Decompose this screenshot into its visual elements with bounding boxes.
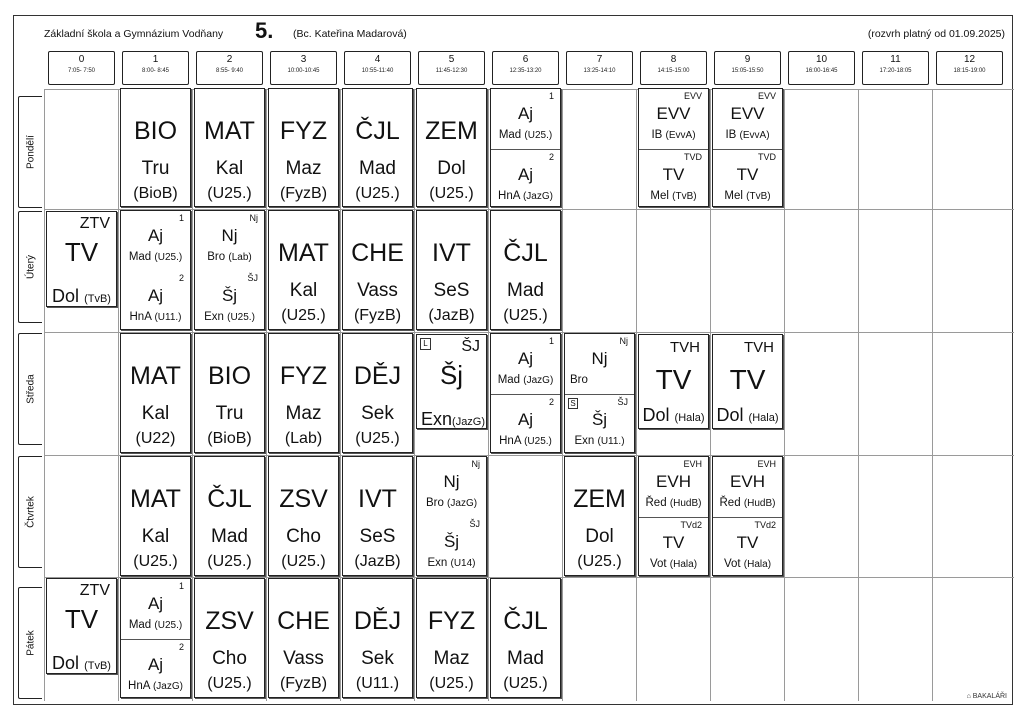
period-header: 9 15:05-15:50: [714, 51, 781, 85]
split-lesson-cell[interactable]: [564, 333, 635, 453]
group-lesson[interactable]: Nj Nj Bro (JazG): [425, 459, 480, 509]
lesson-cell[interactable]: TVH TV Dol (Hala): [712, 334, 783, 429]
split-lesson-cell[interactable]: [638, 456, 709, 576]
split-lesson-cell[interactable]: [712, 88, 783, 207]
lesson-cell[interactable]: ZEM Dol (U25.): [416, 88, 487, 207]
lesson-cell[interactable]: ZEM Dol (U25.): [564, 456, 635, 576]
split-lesson-cell[interactable]: [194, 210, 265, 330]
lesson-cell[interactable]: BIO Tru (BioB): [120, 88, 191, 207]
lesson-cell[interactable]: L ŠJ Šj Exn(JazG): [416, 334, 487, 429]
grid-line: [118, 89, 119, 701]
grid-line: [266, 89, 267, 701]
group-lesson[interactable]: 2 Aj HnA (U25.): [491, 394, 560, 453]
group-lesson[interactable]: EVH EVH Řed (HudB): [645, 459, 702, 509]
class-teacher: (Bc. Kateřina Madarová): [293, 28, 407, 40]
house-icon: ⌂: [966, 693, 971, 700]
grid-line: [784, 89, 785, 701]
period-header: 5 11:45-12:30: [418, 51, 485, 85]
split-lesson-cell[interactable]: [120, 210, 191, 330]
lesson-cell[interactable]: DĚJ Sek (U11.): [342, 578, 413, 698]
lesson-cell[interactable]: IVT SeS (JazB): [342, 456, 413, 576]
group-lesson[interactable]: TVd2 TV Vot (Hala): [639, 517, 708, 576]
school-name: Základní škola a Gymnázium Vodňany: [44, 28, 224, 40]
lesson-flag: S: [568, 398, 578, 409]
lesson-cell[interactable]: MAT Kal (U22): [120, 333, 191, 453]
period-header: 1 8:00- 8:45: [122, 51, 189, 85]
group-lesson[interactable]: S ŠJ Šj Exn (U11.): [565, 394, 634, 453]
group-lesson[interactable]: Nj Nj Bro (Lab): [207, 213, 258, 263]
lesson-cell[interactable]: ZSV Cho (U25.): [268, 456, 339, 576]
group-lesson[interactable]: 1 Aj Mad (U25.): [128, 581, 184, 631]
group-lesson[interactable]: 1 Aj Mad (U25.): [128, 213, 184, 263]
split-lesson-cell[interactable]: [120, 578, 191, 698]
group-lesson[interactable]: 2 Aj HnA (U11.): [129, 273, 184, 323]
grid-line: [488, 89, 489, 701]
period-header: 3 10:00-10:45: [270, 51, 337, 85]
day-label: Úterý: [18, 211, 42, 323]
grid-line: [932, 89, 933, 701]
grid-line: [710, 89, 711, 701]
group-lesson[interactable]: ŠJ Šj Exn (U14): [427, 519, 480, 569]
lesson-cell[interactable]: FYZ Maz (Lab): [268, 333, 339, 453]
lesson-flag: L: [420, 338, 431, 350]
split-lesson-cell[interactable]: [712, 456, 783, 576]
grid-line: [858, 89, 859, 701]
group-lesson[interactable]: EVV EVV IB (EvvA): [651, 91, 702, 141]
grid-line: [562, 89, 563, 701]
grid-line: [44, 89, 45, 701]
grid-line: [192, 89, 193, 701]
split-lesson-cell[interactable]: [490, 88, 561, 207]
lesson-cell[interactable]: IVT SeS (JazB): [416, 210, 487, 330]
lesson-cell[interactable]: CHE Vass (FyzB): [268, 578, 339, 698]
group-lesson[interactable]: ŠJ Šj Exn (U25.): [204, 273, 258, 323]
period-header: 8 14:15-15:00: [640, 51, 707, 85]
class-name: 5.: [255, 18, 274, 43]
bakalari-logo: ⌂ BAKALÁŘI: [966, 693, 1007, 700]
lesson-cell[interactable]: ZTV TV Dol (TvB): [46, 211, 117, 307]
day-label: Čtvrtek: [18, 456, 42, 568]
split-lesson-cell[interactable]: [416, 456, 487, 576]
group-lesson[interactable]: EVH EVH Řed (HudB): [719, 459, 776, 509]
lesson-cell[interactable]: DĚJ Sek (U25.): [342, 333, 413, 453]
group-lesson[interactable]: 2 Aj HnA (JazG): [121, 639, 190, 698]
lesson-cell[interactable]: ZTV TV Dol (TvB): [46, 578, 117, 674]
lesson-cell[interactable]: TVH TV Dol (Hala): [638, 334, 709, 429]
lesson-cell[interactable]: FYZ Maz (U25.): [416, 578, 487, 698]
group-lesson[interactable]: TVd2 TV Vot (Hala): [713, 517, 782, 576]
lesson-cell[interactable]: MAT Kal (U25.): [194, 88, 265, 207]
period-header: 0 7:05- 7:50: [48, 51, 115, 85]
group-lesson[interactable]: 1 Aj Mad (U25.): [498, 91, 554, 141]
lesson-cell[interactable]: ČJL Mad (U25.): [490, 210, 561, 330]
valid-from: (rozvrh platný od 01.09.2025): [867, 28, 1005, 40]
day-label: Středa: [18, 333, 42, 445]
period-header: 12 18:15-19:00: [936, 51, 1003, 85]
lesson-cell[interactable]: FYZ Maz (FyzB): [268, 88, 339, 207]
period-header: 11 17:20-18:05: [862, 51, 929, 85]
grid-line: [636, 89, 637, 701]
group-lesson[interactable]: 2 Aj HnA (JazG): [491, 149, 560, 207]
grid-line: [340, 89, 341, 701]
period-header: 6 12:35-13:20: [492, 51, 559, 85]
lesson-cell[interactable]: ČJL Mad (U25.): [194, 456, 265, 576]
split-lesson-cell[interactable]: [490, 333, 561, 453]
lesson-cell[interactable]: BIO Tru (BioB): [194, 333, 265, 453]
grid-line: [414, 89, 415, 701]
period-header: 4 10:55-11:40: [344, 51, 411, 85]
group-lesson[interactable]: 1 Aj Mad (JazG): [497, 336, 554, 386]
group-lesson[interactable]: EVV EVV IB (EvvA): [725, 91, 776, 141]
group-lesson[interactable]: TVD TV Mel (TvB): [713, 149, 782, 207]
day-label: Pátek: [18, 587, 42, 699]
day-label: Pondělí: [18, 96, 42, 208]
period-header: 10 16:00-16:45: [788, 51, 855, 85]
group-lesson[interactable]: Nj Nj Bro: [570, 336, 628, 386]
lesson-cell[interactable]: ZSV Cho (U25.): [194, 578, 265, 698]
timetable-sheet: [13, 15, 1013, 705]
period-header: 7 13:25-14:10: [566, 51, 633, 85]
lesson-cell[interactable]: CHE Vass (FyzB): [342, 210, 413, 330]
group-lesson[interactable]: TVD TV Mel (TvB): [639, 149, 708, 207]
lesson-cell[interactable]: MAT Kal (U25.): [120, 456, 191, 576]
period-header: 2 8:55- 9:40: [196, 51, 263, 85]
lesson-cell[interactable]: ČJL Mad (U25.): [490, 578, 561, 698]
lesson-cell[interactable]: ČJL Mad (U25.): [342, 88, 413, 207]
lesson-cell[interactable]: MAT Kal (U25.): [268, 210, 339, 330]
split-lesson-cell[interactable]: [638, 88, 709, 207]
